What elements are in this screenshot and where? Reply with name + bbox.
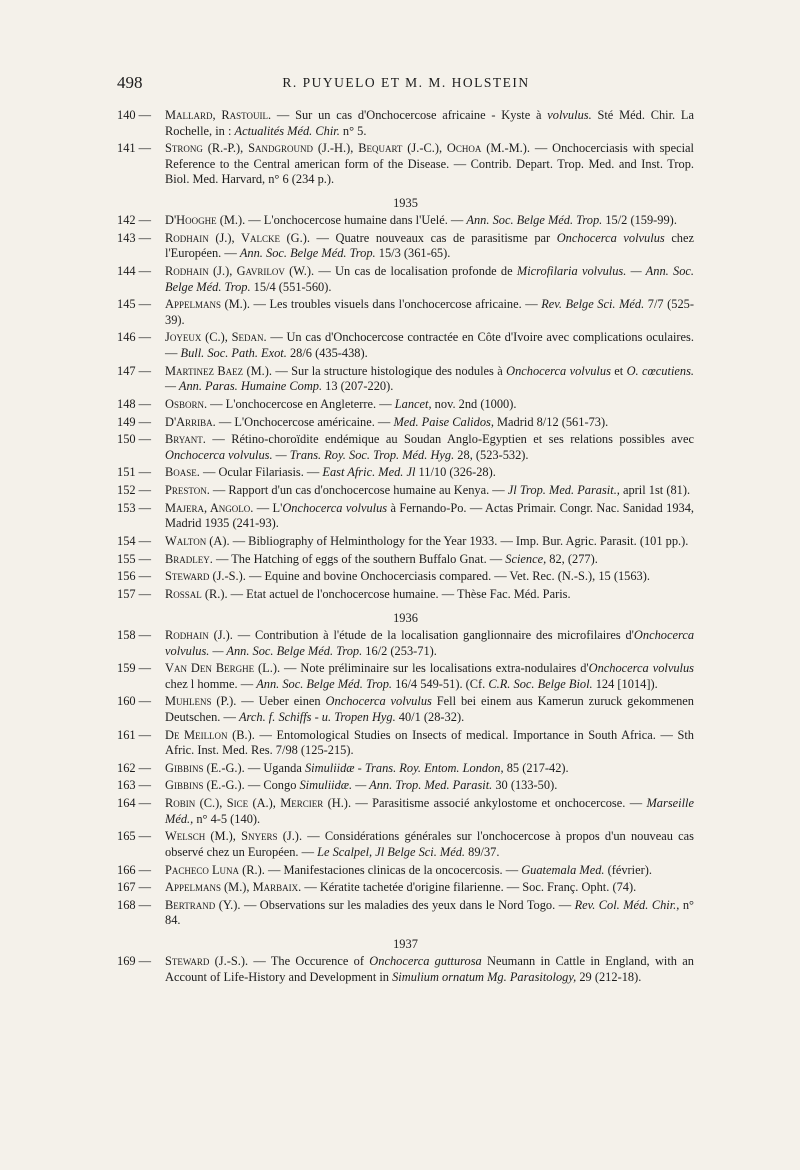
reference-segment: 28/6 (435-438). <box>286 345 368 360</box>
reference-segment: . — The Occurence of <box>244 954 370 969</box>
author-names: Welsch (M.), Snyers (J.) <box>165 829 299 844</box>
reference-number: 168 — <box>117 897 152 912</box>
author-names: Van Den Berghe (L.) <box>165 661 277 676</box>
reference-text <box>165 108 694 139</box>
reference-text <box>165 364 694 395</box>
reference-text <box>165 141 694 188</box>
reference-entry <box>117 661 694 692</box>
reference-number: 167 — <box>117 880 152 895</box>
author-names: Joyeux (C.), Sedan <box>165 330 264 345</box>
reference-text <box>165 587 694 603</box>
reference-number: 157 — <box>117 587 152 601</box>
reference-number: 152 — <box>117 483 152 498</box>
author-names: Steward (J.-S.) <box>165 954 245 969</box>
reference-segment: . — L'onchocercose humaine dans l'Uelé. — <box>242 213 467 228</box>
year-heading: 1936 <box>393 610 418 625</box>
reference-entry <box>117 297 694 328</box>
author-names: Preston <box>165 483 207 498</box>
author-names: Boase <box>165 465 197 480</box>
reference-entry <box>117 465 694 481</box>
reference-number: 146 — <box>117 330 152 345</box>
reference-text <box>165 297 694 328</box>
reference-segment: 28, (523-532). <box>454 447 529 462</box>
reference-entry <box>117 141 694 188</box>
reference-segment: . — Onchocerciasis with special Reference to the Central american form of the Disease. — Contrib. Depart. Trop. Med. and Inst. Trop. Biol. Med. Harvard, n° 6 (234 p.). <box>165 141 694 187</box>
reference-text <box>165 264 694 295</box>
italic-text: Simuliidæ - Trans. Roy. Entom. London, <box>304 760 504 775</box>
reference-number: 143 — <box>117 230 152 245</box>
reference-entry <box>117 694 694 725</box>
reference-text <box>165 728 694 759</box>
italic-text: Ann. Soc. Belge Méd. Trop. <box>466 213 603 228</box>
reference-entry <box>117 628 694 659</box>
year-heading: 1937 <box>393 936 418 951</box>
reference-text <box>165 569 694 585</box>
italic-text: Actualités Méd. Chir. <box>234 123 340 138</box>
reference-text <box>165 432 694 463</box>
author-names: D'Hooghe (M.) <box>165 213 243 228</box>
reference-entry <box>117 728 694 759</box>
italic-text: Rev. Col. Méd. Chir., <box>574 897 680 912</box>
italic-text: Arch. f. Schiffs - u. Tropen Hyg. <box>238 709 396 724</box>
italic-text: Onchocerca volvulus <box>282 500 388 515</box>
author-names: D'Arriba <box>165 414 213 429</box>
reference-segment: april 1st (81). <box>619 483 691 498</box>
reference-segment: nov. 2nd (1000). <box>431 396 517 411</box>
reference-entry <box>117 829 694 860</box>
reference-segment: . — L'Onchocercose américaine. — <box>212 414 394 429</box>
reference-segment: Neumann in Cattle in England, with an Account of Life-History and Development in <box>165 954 694 984</box>
italic-text: C.R. Soc. Belge Biol. <box>488 676 593 691</box>
reference-segment: 15/4 (551-560). <box>250 279 332 294</box>
italic-text: Onchocerca volvulus <box>556 230 665 245</box>
reference-segment: 89/37. <box>465 844 500 859</box>
year-heading: 1935 <box>393 195 418 210</box>
reference-text <box>165 628 694 659</box>
reference-number: 150 — <box>117 432 152 447</box>
reference-segment: . — Un cas de localisation profonde de <box>311 264 517 279</box>
reference-segment: n° 5. <box>339 123 367 138</box>
author-names: Osborn <box>165 396 204 411</box>
reference-segment: . — Kératite tachetée d'origine filarienne. — Soc. Franç. Opht. (74). <box>298 880 637 895</box>
reference-number: 149 — <box>117 414 152 429</box>
reference-segment: 15/3 (361-65). <box>375 246 451 261</box>
reference-entry <box>117 397 694 413</box>
reference-number: 159 — <box>117 661 152 676</box>
reference-segment: et <box>610 363 627 378</box>
author-names: Majera, Angolo <box>165 500 251 515</box>
reference-number: 165 — <box>117 829 152 844</box>
reference-segment: 13 (207-220). <box>322 379 394 394</box>
reference-text <box>165 415 694 431</box>
reference-segment: Fell bei einem aus Kamerun zuruck gekommenen Deutschen. — <box>165 694 695 724</box>
reference-segment: . — Contribution à l'étude de la localisation ganglionnaire des microfilaires d' <box>229 628 634 642</box>
reference-entry <box>117 534 694 550</box>
reference-segment: . — Parasitisme associé ankylostome et onchocercose. — <box>347 796 647 811</box>
reference-segment: . — Congo <box>241 778 300 793</box>
reference-segment: . — Considérations générales sur l'onchocercose à propos d'un nouveau cas observé chez un Européen. — <box>165 829 695 859</box>
reference-segment: 30 (133-50). <box>492 778 558 793</box>
author-names: Bertrand (Y.) <box>165 897 238 912</box>
reference-number: 144 — <box>117 264 152 279</box>
italic-text: Onchocerca gutturosa <box>369 954 482 969</box>
author-names: Steward (J.-S.) <box>165 569 243 584</box>
reference-segment: . — L'onchocercose en Angleterre. — <box>203 396 395 411</box>
italic-text: Science, <box>505 551 547 566</box>
reference-entry <box>117 778 694 794</box>
reference-segment: 11/10 (326-28). <box>415 465 496 480</box>
reference-segment: . — Ueber einen <box>233 694 326 709</box>
reference-number: 147 — <box>117 363 152 378</box>
reference-text <box>165 213 694 229</box>
reference-number: 153 — <box>117 500 152 515</box>
reference-number: 164 — <box>117 796 152 811</box>
reference-segment: 124 [1014]). <box>592 676 658 691</box>
reference-text <box>165 330 694 361</box>
reference-segment: n° 84. <box>165 897 694 928</box>
reference-segment: 7/7 (525-39). <box>165 297 694 327</box>
reference-segment: 16/2 (253-71). <box>362 643 437 658</box>
author-names: Martinez Baez (M.) <box>165 363 269 378</box>
reference-text <box>165 898 694 929</box>
reference-segment: n° 4-5 (140). <box>193 811 261 826</box>
reference-entry <box>117 415 694 431</box>
reference-text <box>165 694 694 725</box>
reference-number: 148 — <box>117 396 152 411</box>
reference-segment: . — Equine and bovine Onchocerciasis compared. — Vet. Rec. (N.-S.), 15 (1563). <box>242 569 650 584</box>
reference-number: 160 — <box>117 694 152 709</box>
reference-entry <box>117 264 694 295</box>
reference-segment: Madrid 8/12 (561-73). <box>493 414 609 429</box>
reference-number: 151 — <box>117 465 152 480</box>
reference-segment: 82, (277). <box>546 551 598 566</box>
page-header <box>117 73 695 97</box>
reference-segment: . — Rapport d'un cas d'onchocercose humaine au Kenya. — <box>206 483 508 498</box>
reference-segment: à Fernando-Po. — Actas Primair. Congr. Nac. Sanidad 1934, Madrid 1935 (241-93). <box>165 500 694 531</box>
reference-entry <box>117 501 694 532</box>
author-names: Rossal (R.) <box>165 587 225 601</box>
reference-entry <box>117 569 694 585</box>
italic-text: Rev. Belge Sci. Méd. <box>541 297 645 312</box>
reference-text <box>165 661 694 692</box>
reference-segment: . — Bibliography of Helminthology for the Year 1933. — Imp. Bur. Agric. Parasit. (101 pp.). <box>226 533 689 548</box>
reference-text <box>165 231 694 262</box>
page-number: 498 <box>117 73 143 92</box>
author-names: Walton (A) <box>165 533 227 548</box>
reference-segment: . — Un cas d'Onchocercose contractée en Côte d'Ivoire avec complications oculaires. — <box>165 330 694 360</box>
italic-text: Lancet, <box>394 396 432 411</box>
reference-entry <box>117 213 694 229</box>
italic-text: volvulus. <box>547 108 592 122</box>
reference-segment: . — Entomological Studies on Insects of medical. Importance in South Africa. — Sth Afric. Inst. Med. Res. 7/98 (125-215). <box>165 727 694 758</box>
reference-segment: chez l homme. — <box>165 676 257 691</box>
author-names: Gibbins (E.-G.) <box>165 778 242 793</box>
reference-text <box>165 465 694 481</box>
reference-number: 155 — <box>117 551 152 566</box>
reference-segment: 40/1 (28-32). <box>395 709 465 724</box>
reference-text <box>165 863 694 879</box>
author-names: Muhlens (P.) <box>165 694 234 709</box>
italic-text: Simulium ornatum Mg. Parasitology, <box>392 969 577 984</box>
author-names: Rodhain (J.), Valcke (G.) <box>165 230 307 245</box>
reference-number: 169 — <box>117 954 152 969</box>
reference-entry <box>117 432 694 463</box>
reference-number: 154 — <box>117 533 152 548</box>
author-names: Bryant <box>165 432 203 447</box>
reference-number: 166 — <box>117 862 152 877</box>
reference-entry <box>117 880 694 896</box>
reference-entry <box>117 863 694 879</box>
reference-text <box>165 954 694 985</box>
author-names: Robin (C.), Sice (A.), Mercier (H.) <box>165 796 348 811</box>
reference-number: 142 — <box>117 213 152 228</box>
bibliography-list <box>117 108 694 988</box>
reference-number: 141 — <box>117 141 152 156</box>
reference-segment: . — Ocular Filariasis. — <box>196 465 323 480</box>
reference-entry <box>117 231 694 262</box>
reference-number: 140 — <box>117 108 152 122</box>
italic-text: Onchocerca volvulus. — Ann. Soc. Belge Méd. Trop. <box>165 628 695 658</box>
reference-text <box>165 552 694 568</box>
reference-entry <box>117 761 694 777</box>
author-names: Rodhain (J.), Gavrilov (W.) <box>165 264 312 279</box>
reference-text <box>165 761 694 777</box>
author-names: Gibbins (E.-G.) <box>165 760 242 775</box>
italic-text: Jl Trop. Med. Parasit., <box>507 483 620 498</box>
running-head: R. PUYUELO ET M. M. HOLSTEIN <box>282 75 530 90</box>
reference-segment: . — Sur un cas d'Onchocercose africaine - Kyste à <box>268 108 548 122</box>
italic-text: East Afric. Med. Jl <box>322 465 416 480</box>
reference-text <box>165 778 694 794</box>
reference-segment: . — Note préliminaire sur les localisations extra-nodulaires d' <box>276 661 589 676</box>
reference-number: 162 — <box>117 760 152 775</box>
italic-text: Med. Paise Calidos, <box>393 414 494 429</box>
italic-text: Onchocerca volvulus <box>325 694 432 709</box>
reference-segment: . — The Hatching of eggs of the southern Buffalo Gnat. — <box>209 551 506 566</box>
italic-text: Onchocerca volvulus. — Trans. Roy. Soc. Trop. Méd. Hyg. <box>165 447 455 462</box>
reference-entry <box>117 552 694 568</box>
italic-text: Marseille Méd., <box>165 796 694 826</box>
reference-segment: Sté Méd. Chir. La Rochelle, in : <box>165 108 695 138</box>
reference-text <box>165 397 694 413</box>
reference-entry <box>117 898 694 929</box>
reference-text <box>165 880 694 896</box>
reference-text <box>165 483 694 499</box>
author-names: Strong (R.-P.), Sandground (J.-H.), Bequart (J.-C.), Ochoa (M.-M.) <box>165 141 527 156</box>
reference-entry <box>117 587 694 603</box>
author-names: Appelmans (M.), Marbaix <box>165 880 299 895</box>
reference-segment: . — Sur la structure histologique des nodules à <box>268 363 507 378</box>
reference-text <box>165 796 694 827</box>
reference-segment: . — Les troubles visuels dans l'onchocercose africaine. — <box>246 297 542 312</box>
reference-segment: 85 (217-42). <box>503 760 569 775</box>
italic-text: Bull. Soc. Path. Exot. <box>180 345 287 360</box>
italic-text: Guatemala Med. <box>521 862 605 877</box>
author-names: Appelmans (M.) <box>165 297 247 312</box>
reference-number: 156 — <box>117 569 152 584</box>
reference-segment: . — L' <box>250 500 283 515</box>
reference-number: 145 — <box>117 297 152 312</box>
reference-segment: 29 (212-18). <box>576 969 642 984</box>
reference-segment: (février). <box>604 862 652 877</box>
italic-text: O. cœcutiens. — Ann. Paras. Humaine Comp. <box>165 363 694 394</box>
author-names: Mallard, Rastouil <box>165 108 268 122</box>
reference-text <box>165 501 694 532</box>
reference-segment: . — Quatre nouveaux cas de parasitisme par <box>306 230 557 245</box>
reference-segment: . — Observations sur les maladies des yeux dans le Nord Togo. — <box>237 897 575 912</box>
reference-segment: chez l'Européen. — <box>165 230 695 261</box>
reference-text <box>165 534 694 550</box>
reference-entry <box>117 483 694 499</box>
reference-number: 158 — <box>117 628 152 642</box>
reference-segment: . — Rétino-choroïdite endémique au Soudan Anglo-Egyptien et ses relations possibles avec <box>202 432 694 447</box>
reference-number: 163 — <box>117 778 152 793</box>
reference-entry <box>117 108 694 139</box>
reference-segment: 15/2 (159-99). <box>602 213 677 228</box>
reference-entry <box>117 954 694 985</box>
reference-segment: . — Uganda <box>241 760 305 775</box>
reference-entry <box>117 330 694 361</box>
italic-text: Onchocerca volvulus <box>506 363 611 378</box>
author-names: Rodhain (J.) <box>165 628 230 642</box>
italic-text: Microfilaria volvulus. — Ann. Soc. Belge Méd. Trop. <box>165 264 694 294</box>
reference-entry <box>117 796 694 827</box>
italic-text: Ann. Soc. Belge Méd. Trop. <box>239 246 376 261</box>
author-names: Pacheco Luna (R.) <box>165 862 262 877</box>
italic-text: Onchocerca volvulus <box>588 661 694 676</box>
reference-segment: . — Manifestaciones clinicas de la oncocercosis. — <box>261 862 522 877</box>
reference-entry <box>117 364 694 395</box>
italic-text: Ann. Soc. Belge Méd. Trop. <box>256 676 392 691</box>
italic-text: Simuliidæ. — Ann. Trop. Med. Parasit. <box>299 778 493 793</box>
author-names: Bradley <box>165 551 210 566</box>
italic-text: Le Scalpel, Jl Belge Sci. Méd. <box>317 844 466 859</box>
reference-segment: 16/4 549-51). (Cf. <box>392 676 489 691</box>
author-names: De Meillon (B.) <box>165 727 252 742</box>
reference-number: 161 — <box>117 727 152 742</box>
reference-text <box>165 829 694 860</box>
reference-segment: . — Etat actuel de l'onchocercose humaine. — Thèse Fac. Méd. Paris. <box>224 587 571 601</box>
